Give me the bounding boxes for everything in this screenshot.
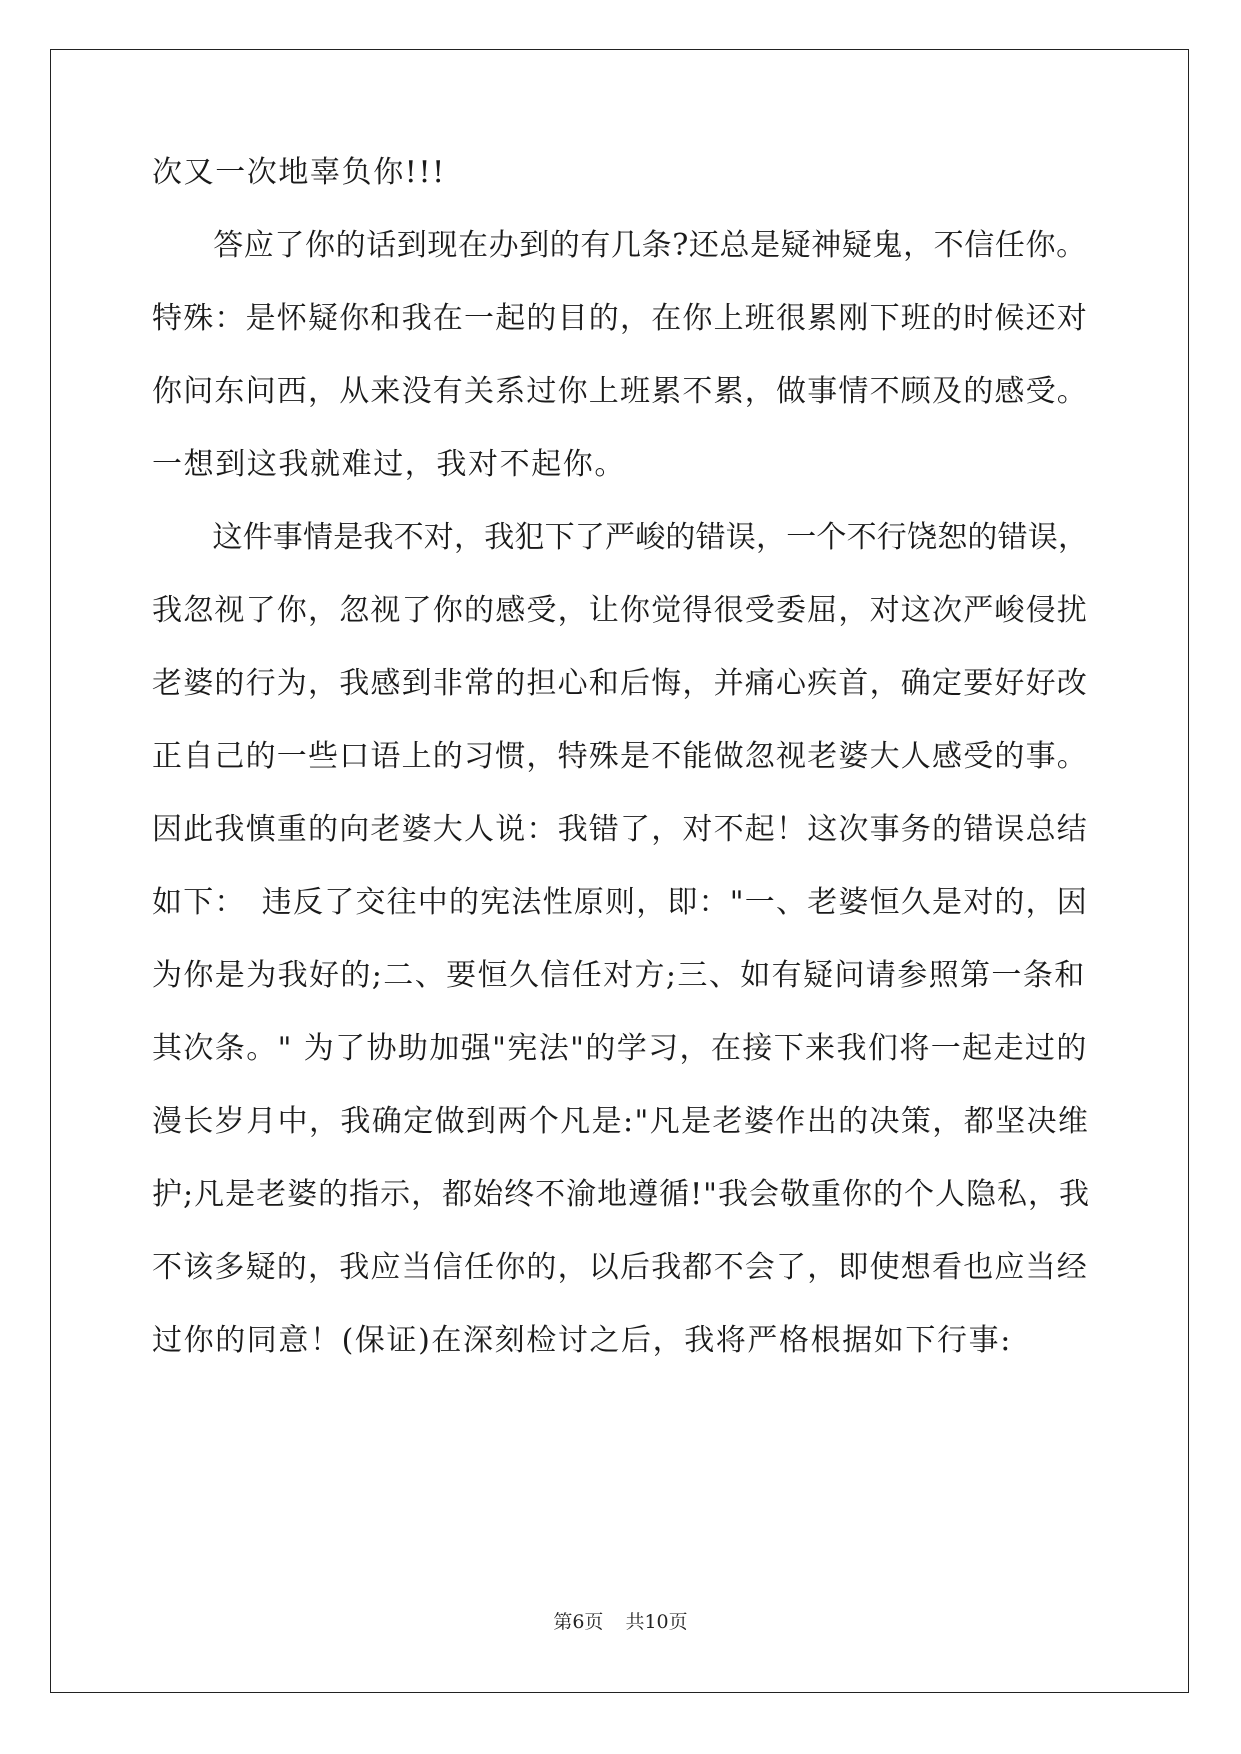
text-line: 为你是为我好的;二、要恒久信任对方;三、如有疑问请参照第一条和 (152, 958, 1086, 993)
text-line: 老婆的行为，我感到非常的担心和后悔，并痛心疾首，确定要好好改 (152, 666, 1088, 701)
text-line: 因此我慎重的向老婆大人说：我错了，对不起！这次事务的错误总结 (152, 812, 1088, 847)
page-number: 第6页 (553, 1611, 604, 1633)
text-line: 过你的同意！(保证)在深刻检讨之后，我将严格根据如下行事: (152, 1323, 1012, 1358)
text-line: 其次条。" 为了协助加强"宪法"的学习，在接下来我们将一起走过的 (152, 1031, 1088, 1066)
text-line: 如下： 违反了交往中的宪法性原则，即："一、老婆恒久是对的，因 (152, 885, 1088, 920)
text-line: 正自己的一些口语上的习惯，特殊是不能做忽视老婆大人感受的事。 (152, 739, 1088, 774)
text-line: 一想到这我就难过，我对不起你。 (152, 447, 626, 482)
text-line: 你问东问西，从来没有关系过你上班累不累，做事情不顾及的感受。 (152, 374, 1088, 409)
text-line: 漫长岁月中，我确定做到两个凡是:"凡是老婆作出的决策，都坚决维 (152, 1104, 1090, 1139)
text-line: 特殊：是怀疑你和我在一起的目的，在你上班很累刚下班的时候还对 (152, 301, 1088, 336)
text-line: 护;凡是老婆的指示，都始终不渝地遵循!"我会敬重你的个人隐私，我 (152, 1177, 1090, 1212)
text-line: 我忽视了你，忽视了你的感受，让你觉得很受委屈，对这次严峻侵扰 (152, 593, 1088, 628)
text-line: 次又一次地辜负你!!! (152, 155, 446, 190)
text-line: 这件事情是我不对，我犯下了严峻的错误，一个不行饶恕的错误， (152, 520, 1089, 555)
text-line: 不该多疑的，我应当信任你的，以后我都不会了，即使想看也应当经 (152, 1250, 1088, 1285)
page-footer (0, 1610, 1241, 1634)
text-line: 答应了你的话到现在办到的有几条?还总是疑神疑鬼，不信任你。 (152, 228, 1087, 263)
page-total: 共10页 (625, 1611, 688, 1633)
page-border (50, 49, 1189, 1693)
